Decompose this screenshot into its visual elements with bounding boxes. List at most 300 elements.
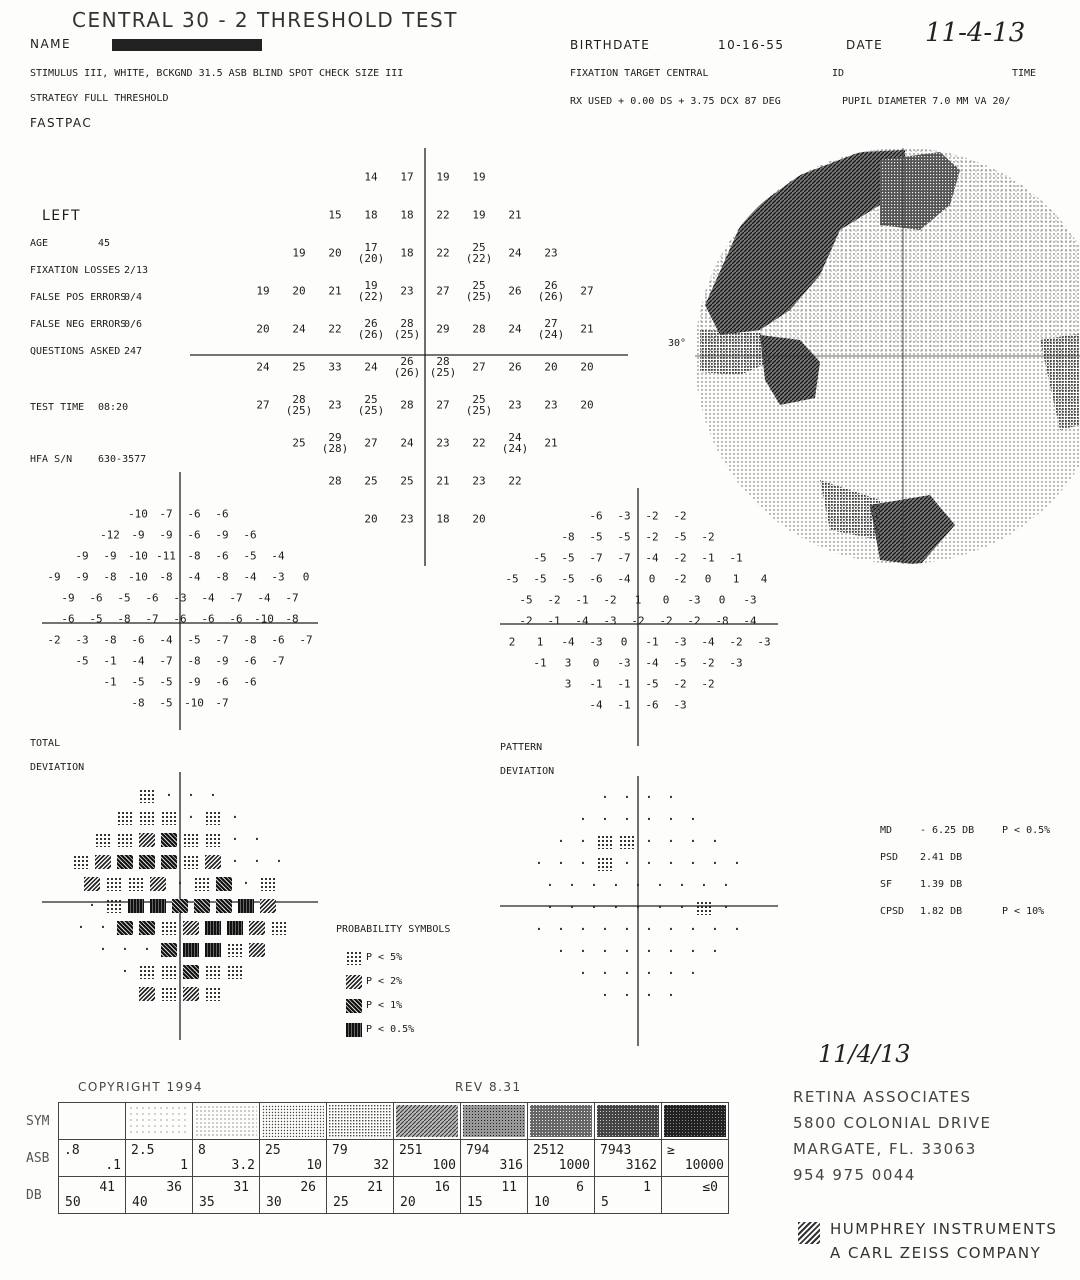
threshold-value-0-2: 19 — [436, 170, 450, 184]
db-row-label: DB — [26, 1187, 42, 1203]
db-bottom-4: 25 — [333, 1195, 349, 1210]
handwritten-date-top: 11-4-13 — [925, 18, 1026, 48]
total-dev-value-4-4: -3 — [173, 591, 187, 604]
asb-top-1: 2.5 — [131, 1143, 155, 1158]
pupil-line: PUPIL DIAMETER 7.0 MM VA 20/ — [842, 96, 1011, 107]
db-top-4: 21 — [367, 1180, 383, 1195]
total-dev-value-8-2: -5 — [159, 675, 173, 688]
total-dev-value-6-0: -2 — [47, 633, 61, 646]
threshold-value-7-2: 27 — [364, 436, 378, 450]
asb-bottom-6: 316 — [499, 1158, 523, 1173]
pattern-prob-symbol-2-0: · — [556, 834, 566, 850]
stimulus-line: STIMULUS III, WHITE, BCKGND 31.5 ASB BLIND SPOT CHECK SIZE III — [30, 68, 404, 79]
time-label: TIME — [1012, 68, 1037, 79]
asb-bottom-2: 3.2 — [231, 1158, 255, 1173]
revision: REV 8.31 — [455, 1080, 522, 1094]
total-prob-symbol-5-0: · — [87, 898, 97, 914]
pattern-prob-symbol-7-7: · — [710, 944, 720, 960]
total-dev-value-5-5: -6 — [201, 612, 215, 625]
pattern-prob-symbol-6-7: · — [688, 922, 698, 938]
threshold-value-6-9: 20 — [580, 398, 594, 412]
threshold-value-8-5: 22 — [508, 474, 522, 488]
asb-top-9: ≥ — [667, 1143, 675, 1158]
threshold-value-0-3: 19 — [472, 170, 486, 184]
threshold-value-1-3: 22 — [436, 208, 450, 222]
prob-symbol-label-0: P < 5% — [366, 952, 403, 963]
pattern-prob-symbol-1-0: · — [578, 812, 588, 828]
threshold-value-6-3: 25 (25) — [357, 393, 385, 417]
pattern-prob-symbol-7-4: · — [644, 944, 654, 960]
threshold-value-9-0: 20 — [364, 512, 378, 526]
total-dev-value-6-2: -8 — [103, 633, 117, 646]
threshold-value-7-6: 24 (24) — [501, 431, 529, 455]
threshold-value-7-7: 21 — [544, 436, 558, 450]
index-label-1: PSD — [880, 852, 899, 863]
threshold-value-6-0: 27 — [256, 398, 270, 412]
asb-cell-0 — [59, 1140, 126, 1177]
pattern-dev-value-2-2: -7 — [589, 551, 603, 564]
total-prob-symbol-3-8: · — [252, 854, 262, 870]
total-dev-value-2-2: -10 — [128, 549, 148, 562]
total-dev-value-4-2: -5 — [117, 591, 131, 604]
total-dev-value-2-0: -9 — [75, 549, 89, 562]
threshold-value-4-9: 21 — [580, 322, 594, 336]
pattern-prob-symbol-6-6: · — [666, 922, 676, 938]
sym-swatch-9 — [662, 1103, 729, 1140]
pattern-prob-symbol-4-4: · — [633, 878, 643, 894]
total-dev-value-7-5: -9 — [215, 654, 229, 667]
threshold-value-3-5: 27 — [436, 284, 450, 298]
pattern-dev-value-7-3: -3 — [617, 656, 631, 669]
threshold-value-8-1: 25 — [364, 474, 378, 488]
pattern-prob-symbol-5-5: · — [655, 900, 665, 916]
pattern-prob-symbol-4-2: · — [589, 878, 599, 894]
asb-cell-7 — [528, 1140, 595, 1177]
pattern-dev-value-2-4: -4 — [645, 551, 659, 564]
pattern-dev-value-9-0: -4 — [589, 698, 603, 711]
total-dev-value-2-5: -6 — [215, 549, 229, 562]
pattern-dev-value-8-0: 3 — [564, 677, 572, 690]
sym-swatch-8 — [595, 1103, 662, 1140]
db-bottom-5: 20 — [400, 1195, 416, 1210]
threshold-value-2-1: 20 — [328, 246, 342, 260]
threshold-value-0-1: 17 — [400, 170, 414, 184]
pattern-dev-value-5-7: -8 — [715, 614, 729, 627]
pattern-dev-value-4-4: 1 — [634, 593, 642, 606]
pattern-deviation-label-1: PATTERN — [500, 742, 543, 753]
threshold-value-4-1: 24 — [292, 322, 306, 336]
clinic-city: MARGATE, FL. 33063 — [793, 1140, 977, 1158]
pattern-dev-value-9-3: -3 — [673, 698, 687, 711]
pattern-prob-symbol-5-2: · — [589, 900, 599, 916]
total-dev-value-3-0: -9 — [47, 570, 61, 583]
total-dev-value-2-1: -9 — [103, 549, 117, 562]
pattern-dev-value-1-2: -5 — [617, 530, 631, 543]
pattern-prob-symbol-7-6: · — [688, 944, 698, 960]
threshold-value-5-6: 27 — [472, 360, 486, 374]
threshold-value-9-1: 23 — [400, 512, 414, 526]
pattern-dev-value-3-7: 0 — [704, 572, 712, 585]
asb-top-4: 79 — [332, 1143, 348, 1158]
clinic-name: RETINA ASSOCIATES — [793, 1088, 972, 1106]
threshold-value-5-7: 26 — [508, 360, 522, 374]
db-top-5: 16 — [434, 1180, 450, 1195]
hfa-value: 630-3577 — [98, 454, 147, 465]
pattern-dev-value-6-4: 0 — [620, 635, 628, 648]
pattern-prob-symbol-6-8: · — [710, 922, 720, 938]
threshold-value-4-2: 22 — [328, 322, 342, 336]
pattern-prob-symbol-8-1: · — [600, 966, 610, 982]
pattern-prob-symbol-6-1: · — [556, 922, 566, 938]
sym-swatch-4 — [327, 1103, 394, 1140]
threshold-value-5-3: 24 — [364, 360, 378, 374]
clinic-phone: 954 975 0044 — [793, 1166, 916, 1184]
pattern-prob-symbol-8-2: · — [622, 966, 632, 982]
age-label: AGE — [30, 238, 49, 249]
threshold-value-1-1: 18 — [364, 208, 378, 222]
total-dev-value-3-3: -10 — [128, 570, 148, 583]
pattern-dev-value-0-2: -2 — [645, 509, 659, 522]
pattern-dev-value-7-1: 3 — [564, 656, 572, 669]
pattern-dev-value-5-5: -2 — [659, 614, 673, 627]
total-dev-value-8-5: -6 — [243, 675, 257, 688]
asb-bottom-4: 32 — [373, 1158, 389, 1173]
questions-value: 247 — [124, 346, 143, 357]
fixation-losses-value: 2/13 — [124, 265, 149, 276]
company-name: HUMPHREY INSTRUMENTS — [830, 1220, 1058, 1238]
threshold-value-5-2: 33 — [328, 360, 342, 374]
total-dev-value-4-7: -4 — [257, 591, 271, 604]
db-cell-5 — [394, 1177, 461, 1214]
db-top-0: 41 — [99, 1180, 115, 1195]
total-prob-symbol-1-5: · — [230, 810, 240, 826]
pattern-prob-symbol-5-1: · — [567, 900, 577, 916]
pattern-prob-symbol-6-0: · — [534, 922, 544, 938]
age-value: 45 — [98, 238, 111, 249]
asb-top-5: 251 — [399, 1143, 423, 1158]
threshold-value-2-5: 25 (22) — [465, 241, 493, 265]
total-dev-value-5-3: -7 — [145, 612, 159, 625]
pattern-dev-value-8-1: -1 — [589, 677, 603, 690]
sym-swatch-5 — [394, 1103, 461, 1140]
pattern-dev-value-9-1: -1 — [617, 698, 631, 711]
pattern-prob-symbol-4-6: · — [677, 878, 687, 894]
total-prob-symbol-3-7: · — [230, 854, 240, 870]
pattern-dev-value-0-0: -6 — [589, 509, 603, 522]
total-dev-value-9-3: -7 — [215, 696, 229, 709]
pattern-prob-symbol-6-4: · — [622, 922, 632, 938]
pattern-dev-value-2-7: -1 — [729, 551, 743, 564]
pattern-dev-value-7-2: 0 — [592, 656, 600, 669]
db-top-7: 6 — [576, 1180, 584, 1195]
pattern-dev-value-2-3: -7 — [617, 551, 631, 564]
threshold-value-2-3: 18 — [400, 246, 414, 260]
threshold-value-6-1: 28 (25) — [285, 393, 313, 417]
date-label: DATE — [846, 38, 884, 52]
total-prob-symbol-2-6: · — [230, 832, 240, 848]
total-dev-value-0-3: -6 — [215, 507, 229, 520]
pattern-prob-symbol-5-6: · — [677, 900, 687, 916]
asb-cell-4 — [327, 1140, 394, 1177]
pattern-prob-symbol-6-5: · — [644, 922, 654, 938]
pattern-dev-value-6-8: -2 — [729, 635, 743, 648]
threshold-value-3-2: 21 — [328, 284, 342, 298]
db-bottom-3: 30 — [266, 1195, 282, 1210]
pattern-prob-symbol-7-1: · — [578, 944, 588, 960]
sym-swatch-6 — [461, 1103, 528, 1140]
threshold-value-3-4: 23 — [400, 284, 414, 298]
threshold-value-3-6: 25 (25) — [465, 279, 493, 303]
pattern-prob-symbol-3-8: · — [710, 856, 720, 872]
pattern-prob-symbol-1-3: · — [644, 812, 654, 828]
total-dev-value-5-2: -8 — [117, 612, 131, 625]
threshold-value-6-8: 23 — [544, 398, 558, 412]
pattern-prob-symbol-3-0: · — [534, 856, 544, 872]
pattern-dev-value-6-0: 2 — [508, 635, 516, 648]
total-dev-value-1-2: -9 — [159, 528, 173, 541]
total-dev-value-4-5: -4 — [201, 591, 215, 604]
asb-bottom-0: .1 — [105, 1158, 121, 1173]
pattern-prob-symbol-4-7: · — [699, 878, 709, 894]
total-prob-symbol-8-0: · — [120, 964, 130, 980]
pattern-dev-value-3-2: -5 — [561, 572, 575, 585]
hfa-label: HFA S/N — [30, 454, 73, 465]
db-cell-8 — [595, 1177, 662, 1214]
pattern-dev-value-4-3: -2 — [603, 593, 617, 606]
pattern-prob-symbol-2-3 — [619, 835, 635, 849]
pattern-dev-value-6-1: 1 — [536, 635, 544, 648]
fixation-losses-label: FIXATION LOSSES — [30, 265, 121, 276]
prob-symbol-icon-2 — [346, 999, 362, 1013]
threshold-value-3-7: 26 — [508, 284, 522, 298]
db-bottom-7: 10 — [534, 1195, 550, 1210]
pattern-prob-symbol-1-4: · — [666, 812, 676, 828]
pattern-dev-value-8-5: -2 — [701, 677, 715, 690]
total-dev-value-4-3: -6 — [145, 591, 159, 604]
prob-symbol-label-2: P < 1% — [366, 1000, 403, 1011]
asb-bottom-9: 10000 — [684, 1158, 724, 1173]
threshold-value-4-5: 29 — [436, 322, 450, 336]
total-dev-value-7-3: -7 — [159, 654, 173, 667]
sym-row-label: SYM — [26, 1113, 50, 1129]
sym-swatch-3 — [260, 1103, 327, 1140]
total-prob-symbol-3-9: · — [274, 854, 284, 870]
total-dev-value-6-7: -8 — [243, 633, 257, 646]
pattern-prob-symbol-5-4: · — [633, 900, 643, 916]
threshold-value-5-9: 20 — [580, 360, 594, 374]
pattern-prob-symbol-9-2: · — [644, 988, 654, 1004]
pattern-prob-symbol-5-8: · — [721, 900, 731, 916]
pattern-prob-symbol-2-6: · — [688, 834, 698, 850]
pattern-dev-value-8-3: -5 — [645, 677, 659, 690]
total-dev-value-8-3: -9 — [187, 675, 201, 688]
pattern-dev-value-6-2: -4 — [561, 635, 575, 648]
pattern-prob-symbol-3-6: · — [666, 856, 676, 872]
pattern-dev-value-5-6: -2 — [687, 614, 701, 627]
asb-cell-2 — [193, 1140, 260, 1177]
total-dev-value-5-4: -6 — [173, 612, 187, 625]
pattern-prob-symbol-1-1: · — [600, 812, 610, 828]
test-title: CENTRAL 30 - 2 THRESHOLD TEST — [72, 8, 458, 32]
threshold-value-8-4: 23 — [472, 474, 486, 488]
threshold-value-5-4: 26 (26) — [393, 355, 421, 379]
total-dev-value-4-6: -7 — [229, 591, 243, 604]
total-dev-value-5-7: -10 — [254, 612, 274, 625]
questions-label: QUESTIONS ASKED — [30, 346, 121, 357]
total-dev-value-0-1: -7 — [159, 507, 173, 520]
total-prob-symbol-6-0: · — [76, 920, 86, 936]
pattern-dev-value-0-1: -3 — [617, 509, 631, 522]
pattern-prob-symbol-3-4: · — [622, 856, 632, 872]
total-dev-value-3-7: -4 — [243, 570, 257, 583]
pattern-dev-value-1-1: -5 — [589, 530, 603, 543]
threshold-value-5-8: 20 — [544, 360, 558, 374]
pattern-prob-symbol-0-0: · — [600, 790, 610, 806]
pattern-dev-value-2-5: -2 — [673, 551, 687, 564]
index-label-2: SF — [880, 879, 893, 890]
company-parent: A CARL ZEISS COMPANY — [830, 1244, 1042, 1262]
pattern-prob-symbol-3-5: · — [644, 856, 654, 872]
pattern-prob-symbol-2-5: · — [666, 834, 676, 850]
total-dev-value-1-4: -9 — [215, 528, 229, 541]
asb-cell-3 — [260, 1140, 327, 1177]
asb-cell-8 — [595, 1140, 662, 1177]
prob-symbol-icon-1 — [346, 975, 362, 989]
total-dev-value-6-6: -7 — [215, 633, 229, 646]
pattern-dev-value-3-0: -5 — [505, 572, 519, 585]
false-pos-value: 0/4 — [124, 292, 143, 303]
handwritten-date-bottom: 11/4/13 — [818, 1040, 911, 1068]
total-dev-value-9-0: -8 — [131, 696, 145, 709]
pattern-prob-symbol-2-4: · — [644, 834, 654, 850]
total-dev-value-6-3: -6 — [131, 633, 145, 646]
pattern-dev-value-4-7: 0 — [718, 593, 726, 606]
threshold-value-1-0: 15 — [328, 208, 342, 222]
total-dev-value-7-0: -5 — [75, 654, 89, 667]
total-dev-value-2-6: -5 — [243, 549, 257, 562]
pattern-dev-value-5-2: -4 — [575, 614, 589, 627]
db-cell-7 — [528, 1177, 595, 1214]
total-dev-value-3-4: -8 — [159, 570, 173, 583]
pattern-dev-value-2-1: -5 — [561, 551, 575, 564]
total-dev-value-2-4: -8 — [187, 549, 201, 562]
total-dev-value-4-8: -7 — [285, 591, 299, 604]
sym-swatch-0 — [59, 1103, 126, 1140]
threshold-value-4-6: 28 — [472, 322, 486, 336]
db-top-2: 31 — [233, 1180, 249, 1195]
test-time-value: 08:20 — [98, 402, 129, 413]
db-top-3: 26 — [300, 1180, 316, 1195]
db-bottom-8: 5 — [601, 1195, 609, 1210]
false-neg-label: FALSE NEG ERRORS — [30, 319, 127, 330]
pattern-dev-value-7-7: -3 — [729, 656, 743, 669]
threshold-value-5-5: 28 (25) — [429, 355, 457, 379]
total-dev-value-3-2: -8 — [103, 570, 117, 583]
pattern-dev-value-0-3: -2 — [673, 509, 687, 522]
pattern-prob-symbol-6-9: · — [732, 922, 742, 938]
total-dev-value-6-4: -4 — [159, 633, 173, 646]
asb-top-3: 25 — [265, 1143, 281, 1158]
total-dev-value-7-1: -1 — [103, 654, 117, 667]
threshold-value-9-3: 20 — [472, 512, 486, 526]
total-dev-value-5-1: -5 — [89, 612, 103, 625]
eye-label: LEFT — [42, 208, 82, 224]
pattern-dev-value-3-6: -2 — [673, 572, 687, 585]
pattern-prob-symbol-5-0: · — [545, 900, 555, 916]
total-prob-symbol-7-2: · — [142, 942, 152, 958]
threshold-value-8-0: 28 — [328, 474, 342, 488]
index-label-3: CPSD — [880, 906, 905, 917]
pattern-prob-symbol-5-7 — [696, 901, 712, 915]
total-dev-value-0-0: -10 — [128, 507, 148, 520]
total-prob-symbol-1-3: · — [186, 810, 196, 826]
pattern-prob-symbol-5-3: · — [611, 900, 621, 916]
pattern-dev-value-3-5: 0 — [648, 572, 656, 585]
rx-line: RX USED + 0.00 DS + 3.75 DCX 87 DEG — [570, 96, 781, 107]
threshold-value-4-7: 24 — [508, 322, 522, 336]
humphrey-logo — [798, 1222, 820, 1244]
threshold-value-5-1: 25 — [292, 360, 306, 374]
threshold-value-1-2: 18 — [400, 208, 414, 222]
fastpac-label: FASTPAC — [30, 116, 93, 130]
total-dev-value-1-3: -6 — [187, 528, 201, 541]
pattern-dev-value-9-2: -6 — [645, 698, 659, 711]
prob-symbol-label-3: P < 0.5% — [366, 1024, 415, 1035]
id-label: ID — [832, 68, 845, 79]
total-dev-value-3-6: -8 — [215, 570, 229, 583]
pattern-prob-symbol-1-5: · — [688, 812, 698, 828]
threshold-value-7-1: 29 (28) — [321, 431, 349, 455]
pattern-dev-value-8-2: -1 — [617, 677, 631, 690]
pattern-prob-symbol-0-2: · — [644, 790, 654, 806]
pattern-prob-symbol-4-1: · — [567, 878, 577, 894]
pattern-dev-value-7-4: -4 — [645, 656, 659, 669]
total-dev-value-3-1: -9 — [75, 570, 89, 583]
pattern-dev-value-1-3: -2 — [645, 530, 659, 543]
pattern-prob-symbol-0-1: · — [622, 790, 632, 806]
index-p-3: P < 10% — [1002, 906, 1045, 917]
asb-bottom-5: 100 — [432, 1158, 456, 1173]
threshold-value-2-4: 22 — [436, 246, 450, 260]
pattern-prob-symbol-1-2: · — [622, 812, 632, 828]
index-p-0: P < 0.5% — [1002, 825, 1051, 836]
threshold-value-1-5: 21 — [508, 208, 522, 222]
threshold-value-6-6: 25 (25) — [465, 393, 493, 417]
pattern-dev-value-1-4: -5 — [673, 530, 687, 543]
sym-swatch-2 — [193, 1103, 260, 1140]
pattern-prob-symbol-7-2: · — [600, 944, 610, 960]
index-value-3: 1.82 DB — [920, 906, 963, 917]
total-dev-value-5-0: -6 — [61, 612, 75, 625]
strategy-line: STRATEGY FULL THRESHOLD — [30, 93, 169, 104]
total-dev-value-2-3: -11 — [156, 549, 176, 562]
total-dev-value-6-9: -7 — [299, 633, 313, 646]
total-dev-value-3-5: -4 — [187, 570, 201, 583]
total-dev-value-7-4: -8 — [187, 654, 201, 667]
pattern-prob-symbol-7-0: · — [556, 944, 566, 960]
threshold-value-0-0: 14 — [364, 170, 378, 184]
pattern-dev-value-4-8: -3 — [743, 593, 757, 606]
index-label-0: MD — [880, 825, 893, 836]
threshold-value-2-2: 17 (20) — [357, 241, 385, 265]
threshold-value-3-8: 26 (26) — [537, 279, 565, 303]
pattern-dev-value-7-0: -1 — [533, 656, 547, 669]
sym-swatch-1 — [126, 1103, 193, 1140]
db-cell-3 — [260, 1177, 327, 1214]
threshold-value-2-7: 23 — [544, 246, 558, 260]
prob-symbol-icon-3 — [346, 1023, 362, 1037]
total-dev-value-4-1: -6 — [89, 591, 103, 604]
